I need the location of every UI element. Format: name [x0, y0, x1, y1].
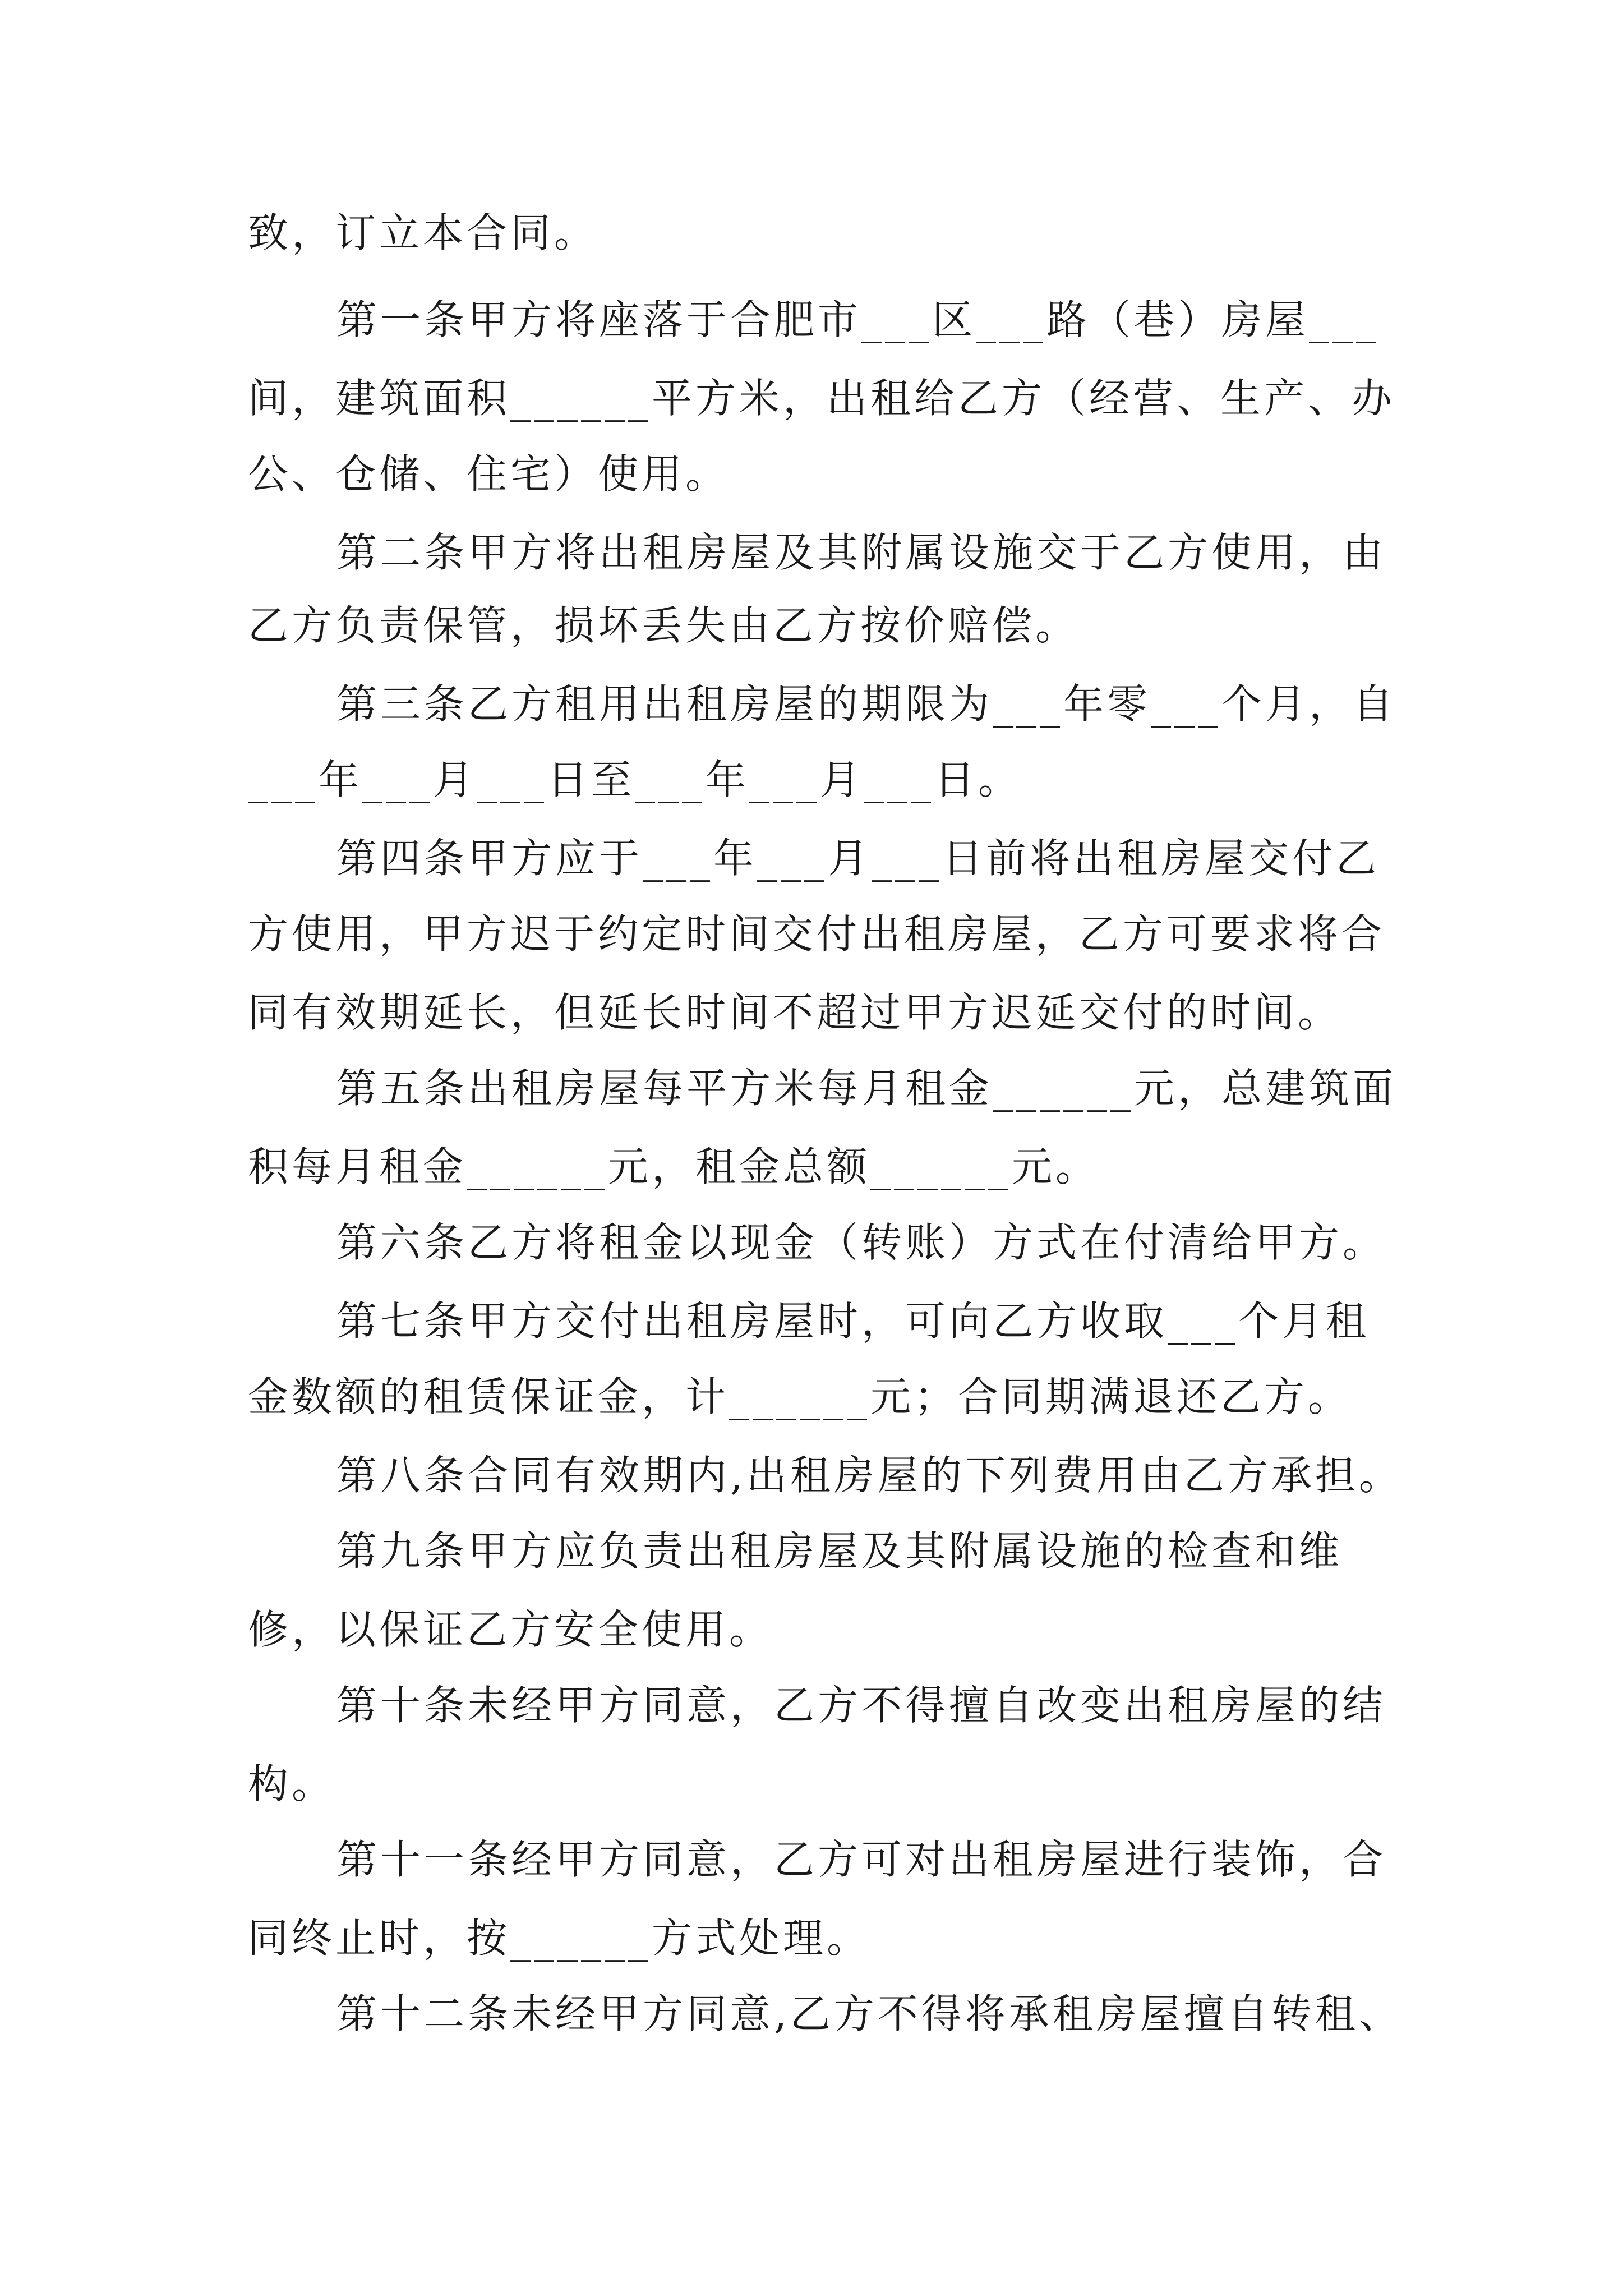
- text-line: 同终止时，按______方式处理。: [248, 1915, 871, 1962]
- text-line: 修，以保证乙方安全使用。: [248, 1606, 773, 1653]
- text-line-article-3: 第三条乙方租用出租房屋的期限为___年零___个月，自: [336, 680, 1397, 728]
- text-line: 构。: [248, 1760, 336, 1807]
- text-line: 金数额的租赁保证金，计______元；合同期满退还乙方。: [248, 1373, 1352, 1420]
- text-line: 乙方负责保管，损坏丢失由乙方按价赔偿。: [248, 602, 1080, 649]
- text-line-article-7: 第七条甲方交付出租房屋时，可向乙方收取___个月租: [336, 1297, 1370, 1345]
- text-line-article-8: 第八条合同有效期内,出租房屋的下列费用由乙方承担。: [336, 1452, 1403, 1499]
- text-line: 致，订立本合同。: [248, 209, 598, 256]
- text-line-article-12: 第十二条未经甲方同意,乙方不得将承租房屋擅自转租、: [336, 1990, 1403, 2037]
- text-line: 同有效期延长，但延长时间不超过甲方迟延交付的时间。: [248, 989, 1342, 1036]
- text-line-article-2: 第二条甲方将出租房屋及其附属设施交于乙方使用，由: [336, 529, 1387, 576]
- text-line: ___年___月___日至___年___月___日。: [248, 756, 1022, 803]
- text-line-article-10: 第十条未经甲方同意，乙方不得擅自改变出租房屋的结: [336, 1682, 1387, 1729]
- text-line-article-1: 第一条甲方将座落于合肥市___区___路（巷）房屋___: [336, 296, 1380, 343]
- text-line-article-4: 第四条甲方应于___年___月___日前将出租房屋交付乙: [336, 835, 1380, 882]
- text-line-article-9: 第九条甲方应负责出租房屋及其附属设施的检查和维: [336, 1527, 1343, 1575]
- text-line-article-5: 第五条出租房屋每平方米每月租金______元，总建筑面: [336, 1065, 1397, 1112]
- text-line: 公、仓储、住宅）使用。: [248, 450, 730, 498]
- text-line-article-6: 第六条乙方将租金以现金（转账）方式在付清给甲方。: [336, 1219, 1387, 1266]
- text-line: 间，建筑面积______平方米，出租给乙方（经营、生产、办: [248, 375, 1396, 422]
- text-line-article-11: 第十一条经甲方同意，乙方可对出租房屋进行装饰，合: [336, 1836, 1387, 1883]
- text-line: 积每月租金______元，租金总额______元。: [248, 1143, 1100, 1190]
- text-line: 方使用，甲方迟于约定时间交付出租房屋，乙方可要求将合: [248, 910, 1386, 958]
